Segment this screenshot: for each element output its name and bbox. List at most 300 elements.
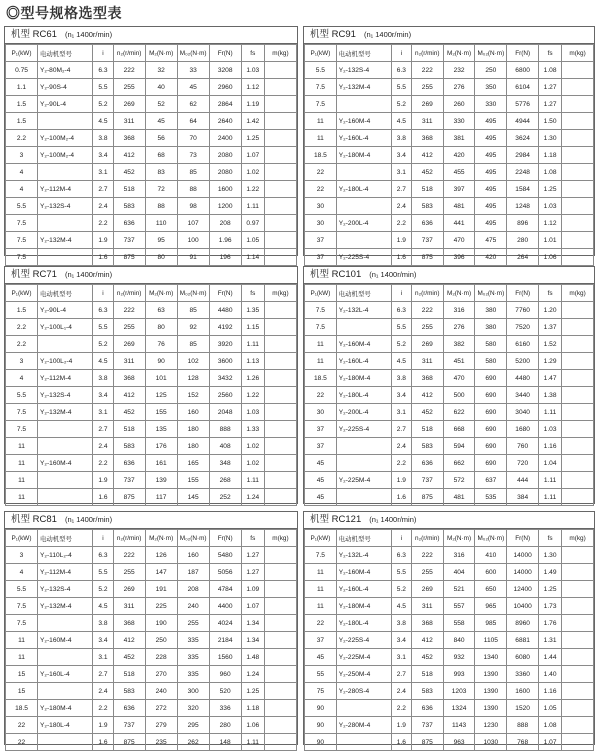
column-header-ratio: i [391, 530, 411, 547]
cell-m2: 161 [145, 455, 177, 472]
cell-m2: 1324 [443, 700, 475, 717]
cell-motor: Y₂-160L-4 [38, 666, 93, 683]
model-name: RC61 [30, 29, 57, 40]
header-row [305, 530, 594, 547]
cell-fr: 2560 [209, 387, 241, 404]
cell-m02: 495 [475, 147, 507, 164]
cell-mass [562, 404, 594, 421]
cell-mass [562, 489, 594, 506]
cell-m02: 1390 [475, 700, 507, 717]
cell-m02: 320 [177, 700, 209, 717]
cell-p1: 30 [305, 215, 337, 232]
cell-mass [562, 717, 594, 734]
cell-fs: 1.25 [539, 181, 562, 198]
cell-fs: 1.16 [539, 683, 562, 700]
cell-fs: 1.11 [539, 472, 562, 489]
cell-p1: 11 [305, 130, 337, 147]
cell-fr: 4192 [209, 319, 241, 336]
cell-fr: 6104 [507, 79, 539, 96]
cell-n2: 452 [411, 404, 443, 421]
cell-m2: 840 [443, 632, 475, 649]
model-name: RC81 [30, 514, 57, 525]
column-header-motor: 电动机型号 [336, 285, 391, 302]
cell-ratio: 2.4 [391, 438, 411, 455]
cell-m02: 335 [177, 649, 209, 666]
cell-fr: 5480 [209, 547, 241, 564]
input-speed: (n₁ 1400r/min) [64, 515, 113, 524]
cell-fr: 8960 [507, 615, 539, 632]
cell-ratio: 6.3 [93, 547, 113, 564]
cell-p1: 45 [305, 489, 337, 506]
cell-fr: 4024 [209, 615, 241, 632]
column-header-p1: P₁(kW) [305, 530, 337, 547]
cell-fs: 1.34 [241, 632, 264, 649]
cell-m2: 272 [145, 700, 177, 717]
cell-fs: 1.31 [539, 632, 562, 649]
cell-n2: 737 [113, 232, 145, 249]
cell-ratio: 5.5 [391, 564, 411, 581]
cell-m2: 32 [145, 62, 177, 79]
cell-fr: 4480 [507, 370, 539, 387]
cell-m02: 73 [177, 147, 209, 164]
cell-n2: 583 [411, 683, 443, 700]
cell-m02: 102 [177, 353, 209, 370]
table-row [305, 455, 594, 472]
cell-motor: Y₂-132S-4 [38, 581, 93, 598]
cell-m2: 316 [443, 302, 475, 319]
model-label: 机型 [11, 29, 31, 40]
column-header-ratio: i [93, 530, 113, 547]
cell-m2: 451 [443, 353, 475, 370]
table-row [305, 683, 594, 700]
cell-m2: 125 [145, 387, 177, 404]
cell-fr: 2080 [209, 164, 241, 181]
cell-fs: 1.25 [241, 683, 264, 700]
column-header-motor: 电动机型号 [38, 45, 93, 62]
panel-rc61 [4, 26, 298, 261]
cell-m2: 126 [145, 547, 177, 564]
cell-n2: 452 [411, 649, 443, 666]
column-header-m02: M₀₂(N·m) [475, 285, 507, 302]
cell-n2: 583 [113, 683, 145, 700]
cell-m02: 1390 [475, 666, 507, 683]
cell-motor: Y₂-250M-4 [336, 666, 391, 683]
cell-fs: 1.24 [241, 489, 264, 506]
cell-p1: 45 [305, 472, 337, 489]
cell-mass [562, 455, 594, 472]
cell-p1: 75 [305, 683, 337, 700]
table-row [305, 717, 594, 734]
cell-n2: 875 [113, 489, 145, 506]
cell-ratio: 1.6 [391, 489, 411, 506]
cell-p1: 11 [6, 472, 38, 489]
cell-m02: 64 [177, 113, 209, 130]
cell-ratio: 1.9 [391, 472, 411, 489]
cell-m2: 330 [443, 113, 475, 130]
cell-fs: 1.02 [241, 438, 264, 455]
cell-ratio: 2.7 [391, 421, 411, 438]
cell-mass [562, 249, 594, 266]
column-header-m02: M₀₂(N·m) [475, 45, 507, 62]
cell-fs: 1.11 [241, 472, 264, 489]
column-header-fs: fs [539, 45, 562, 62]
cell-mass [562, 79, 594, 96]
cell-n2: 311 [411, 353, 443, 370]
cell-m2: 396 [443, 249, 475, 266]
cell-motor: Y₂-200L-4 [336, 215, 391, 232]
cell-mass [562, 598, 594, 615]
cell-m02: 155 [177, 472, 209, 489]
table-row [6, 113, 297, 130]
table-row [305, 615, 594, 632]
cell-motor: Y₂-132S-4 [38, 198, 93, 215]
cell-p1: 37 [305, 632, 337, 649]
cell-fr: 2248 [507, 164, 539, 181]
table-row [305, 387, 594, 404]
column-header-mass: m(kg) [264, 45, 296, 62]
cell-m2: 279 [145, 717, 177, 734]
cell-p1: 22 [305, 181, 337, 198]
cell-mass [562, 734, 594, 751]
cell-mass [562, 62, 594, 79]
cell-m2: 235 [145, 734, 177, 751]
cell-ratio: 3.1 [93, 164, 113, 181]
cell-n2: 255 [113, 79, 145, 96]
cell-motor: Y₂-100M₂-4 [38, 130, 93, 147]
table-row [6, 598, 297, 615]
cell-mass [562, 319, 594, 336]
table-row [6, 387, 297, 404]
cell-n2: 452 [411, 164, 443, 181]
cell-mass [264, 683, 296, 700]
cell-n2: 583 [113, 198, 145, 215]
cell-mass [562, 547, 594, 564]
cell-fs: 1.16 [539, 438, 562, 455]
cell-p1: 7.5 [305, 302, 337, 319]
spec-table [5, 44, 297, 266]
cell-motor: Y₂-225S-4 [336, 632, 391, 649]
cell-mass [264, 649, 296, 666]
cell-fr: 6160 [507, 336, 539, 353]
cell-motor: Y₂-90L-4 [38, 96, 93, 113]
cell-fs: 1.35 [241, 302, 264, 319]
cell-fr: 14000 [507, 564, 539, 581]
cell-p1: 15 [6, 683, 38, 700]
cell-fs: 1.05 [539, 700, 562, 717]
cell-m2: 40 [145, 79, 177, 96]
cell-m2: 455 [443, 164, 475, 181]
cell-ratio: 2.7 [93, 181, 113, 198]
column-header-fs: fs [241, 45, 264, 62]
cell-m2: 276 [443, 319, 475, 336]
cell-m02: 495 [475, 181, 507, 198]
column-header-m2: M₂(N·m) [145, 45, 177, 62]
table-row [305, 632, 594, 649]
cell-p1: 30 [305, 404, 337, 421]
cell-p1: 2.2 [6, 336, 38, 353]
cell-p1: 37 [305, 421, 337, 438]
cell-fr: 1560 [209, 649, 241, 666]
cell-n2: 412 [411, 387, 443, 404]
cell-fs: 1.48 [241, 649, 264, 666]
spec-table [304, 529, 594, 751]
cell-fr: 280 [209, 717, 241, 734]
table-row [6, 489, 297, 506]
cell-m2: 76 [145, 336, 177, 353]
cell-m02: 495 [475, 113, 507, 130]
cell-motor: Y₂-112M-4 [38, 181, 93, 198]
cell-fs: 1.25 [539, 581, 562, 598]
cell-fs: 1.07 [539, 734, 562, 751]
cell-mass [264, 717, 296, 734]
cell-m2: 470 [443, 370, 475, 387]
cell-m02: 335 [177, 632, 209, 649]
cell-p1: 11 [6, 455, 38, 472]
cell-ratio: 4.5 [391, 113, 411, 130]
cell-m02: 85 [177, 302, 209, 319]
cell-m02: 85 [177, 164, 209, 181]
cell-ratio: 3.4 [93, 632, 113, 649]
table-row [305, 734, 594, 751]
cell-m2: 1143 [443, 717, 475, 734]
cell-ratio: 5.5 [93, 79, 113, 96]
cell-motor: Y₂-100M₂-4 [38, 147, 93, 164]
cell-m02: 70 [177, 130, 209, 147]
cell-fr: 2080 [209, 147, 241, 164]
cell-m2: 1203 [443, 683, 475, 700]
cell-ratio: 5.2 [391, 96, 411, 113]
cell-n2: 255 [113, 564, 145, 581]
cell-p1: 18.5 [305, 370, 337, 387]
cell-ratio: 1.6 [93, 489, 113, 506]
cell-mass [264, 455, 296, 472]
cell-fs: 1.27 [539, 79, 562, 96]
cell-fr: 384 [507, 489, 539, 506]
cell-fr: 3600 [209, 353, 241, 370]
cell-p1: 7.5 [305, 96, 337, 113]
cell-mass [264, 353, 296, 370]
column-header-n2: n₂(r/min) [411, 45, 443, 62]
column-header-fr: Fr(N) [209, 530, 241, 547]
table-row [6, 472, 297, 489]
cell-p1: 5.5 [6, 387, 38, 404]
cell-p1: 11 [305, 353, 337, 370]
cell-p1: 11 [6, 489, 38, 506]
cell-motor: Y₂-100L₂-4 [38, 353, 93, 370]
cell-mass [562, 181, 594, 198]
cell-ratio: 2.2 [391, 455, 411, 472]
table-row [305, 438, 594, 455]
cell-fs: 1.34 [241, 615, 264, 632]
page-title: ◎型号规格选型表 [6, 5, 122, 21]
table-row [305, 472, 594, 489]
column-header-motor: 电动机型号 [336, 45, 391, 62]
cell-ratio: 1.6 [93, 249, 113, 266]
cell-motor: Y₂-132M-4 [38, 404, 93, 421]
cell-m02: 335 [177, 666, 209, 683]
table-row [6, 632, 297, 649]
table-row [305, 232, 594, 249]
cell-ratio: 3.8 [93, 370, 113, 387]
cell-motor: Y₂-180L-4 [336, 387, 391, 404]
cell-m2: 63 [145, 302, 177, 319]
cell-m02: 255 [177, 615, 209, 632]
column-header-motor: 电动机型号 [336, 530, 391, 547]
cell-ratio: 4.5 [93, 113, 113, 130]
column-header-n2: n₂(r/min) [411, 530, 443, 547]
cell-m02: 1030 [475, 734, 507, 751]
table-row [305, 353, 594, 370]
cell-fr: 5776 [507, 96, 539, 113]
cell-m02: 45 [177, 79, 209, 96]
cell-motor: Y₂-160L-4 [336, 130, 391, 147]
cell-fs: 1.25 [241, 130, 264, 147]
table-row [305, 649, 594, 666]
cell-fr: 6800 [507, 62, 539, 79]
cell-fs: 1.14 [241, 249, 264, 266]
cell-n2: 311 [113, 113, 145, 130]
cell-fr: 3040 [507, 404, 539, 421]
cell-ratio: 5.2 [391, 336, 411, 353]
table-row [6, 96, 297, 113]
cell-ratio: 5.2 [391, 581, 411, 598]
cell-ratio: 3.1 [391, 404, 411, 421]
cell-mass [264, 130, 296, 147]
cell-p1: 7.5 [6, 215, 38, 232]
cell-p1: 11 [305, 581, 337, 598]
cell-n2: 222 [113, 547, 145, 564]
cell-ratio: 2.4 [93, 683, 113, 700]
cell-ratio: 4.5 [391, 353, 411, 370]
cell-ratio: 3.8 [391, 370, 411, 387]
cell-n2: 518 [411, 181, 443, 198]
cell-p1: 11 [6, 632, 38, 649]
cell-m2: 225 [145, 598, 177, 615]
cell-p1: 11 [305, 564, 337, 581]
cell-ratio: 2.2 [391, 700, 411, 717]
cell-fr: 2184 [209, 632, 241, 649]
cell-m2: 276 [443, 79, 475, 96]
cell-p1: 11 [6, 649, 38, 666]
cell-fs: 1.33 [241, 421, 264, 438]
panel-title [5, 267, 297, 284]
cell-fs: 1.26 [241, 370, 264, 387]
cell-p1: 4 [6, 370, 38, 387]
cell-mass [264, 147, 296, 164]
column-header-m2: M₂(N·m) [443, 45, 475, 62]
cell-motor: Y₂-132M-4 [38, 232, 93, 249]
cell-p1: 11 [305, 113, 337, 130]
table-row [6, 181, 297, 198]
cell-p1: 18.5 [6, 700, 38, 717]
cell-p1: 11 [305, 336, 337, 353]
cell-fr: 264 [507, 249, 539, 266]
cell-mass [264, 615, 296, 632]
cell-ratio: 3.8 [93, 615, 113, 632]
cell-m2: 404 [443, 564, 475, 581]
cell-m02: 208 [177, 581, 209, 598]
cell-m02: 165 [177, 455, 209, 472]
cell-fr: 1248 [507, 198, 539, 215]
cell-n2: 269 [113, 581, 145, 598]
table-row [6, 353, 297, 370]
table-row [305, 700, 594, 717]
cell-mass [562, 164, 594, 181]
table-row [6, 215, 297, 232]
cell-ratio: 3.8 [391, 615, 411, 632]
cell-mass [264, 700, 296, 717]
cell-fr: 196 [209, 249, 241, 266]
cell-m02: 495 [475, 215, 507, 232]
cell-p1: 7.5 [6, 421, 38, 438]
cell-fs: 1.30 [539, 130, 562, 147]
cell-fs: 1.05 [241, 232, 264, 249]
spec-table [304, 284, 594, 506]
cell-motor: Y₂-180M-4 [38, 700, 93, 717]
cell-n2: 368 [411, 370, 443, 387]
cell-n2: 255 [411, 79, 443, 96]
table-row [6, 649, 297, 666]
cell-n2: 368 [411, 130, 443, 147]
cell-motor: Y₂-280S-4 [336, 683, 391, 700]
cell-fs: 1.49 [539, 564, 562, 581]
cell-fs: 1.08 [539, 164, 562, 181]
cell-fr: 6881 [507, 632, 539, 649]
cell-fs: 1.27 [539, 96, 562, 113]
cell-motor: Y₂-90S-4 [38, 79, 93, 96]
cell-m2: 963 [443, 734, 475, 751]
cell-mass [264, 564, 296, 581]
cell-motor [336, 164, 391, 181]
cell-fr: 444 [507, 472, 539, 489]
cell-fs: 1.03 [241, 62, 264, 79]
cell-motor: Y₂-132S-4 [38, 387, 93, 404]
cell-ratio: 5.2 [93, 96, 113, 113]
cell-mass [562, 215, 594, 232]
cell-mass [562, 421, 594, 438]
cell-mass [562, 198, 594, 215]
cell-fr: 520 [209, 683, 241, 700]
table-row [6, 700, 297, 717]
cell-p1: 1.5 [6, 96, 38, 113]
cell-m2: 240 [145, 683, 177, 700]
cell-fr: 4400 [209, 598, 241, 615]
table-row [6, 717, 297, 734]
cell-ratio: 3.1 [93, 404, 113, 421]
cell-m02: 300 [177, 683, 209, 700]
cell-m2: 572 [443, 472, 475, 489]
cell-fs: 1.18 [539, 147, 562, 164]
cell-n2: 636 [113, 700, 145, 717]
cell-fs: 1.11 [539, 404, 562, 421]
cell-p1: 18.5 [305, 147, 337, 164]
cell-n2: 311 [113, 353, 145, 370]
cell-m2: 470 [443, 232, 475, 249]
cell-m2: 45 [145, 113, 177, 130]
cell-m2: 95 [145, 232, 177, 249]
model-name: RC121 [329, 514, 362, 525]
cell-fr: 2864 [209, 96, 241, 113]
cell-m02: 1230 [475, 717, 507, 734]
cell-m02: 128 [177, 370, 209, 387]
cell-mass [562, 649, 594, 666]
cell-fs: 1.11 [241, 336, 264, 353]
cell-motor [336, 198, 391, 215]
cell-fs: 1.07 [241, 598, 264, 615]
cell-motor [336, 455, 391, 472]
cell-m2: 101 [145, 370, 177, 387]
cell-m02: 580 [475, 336, 507, 353]
